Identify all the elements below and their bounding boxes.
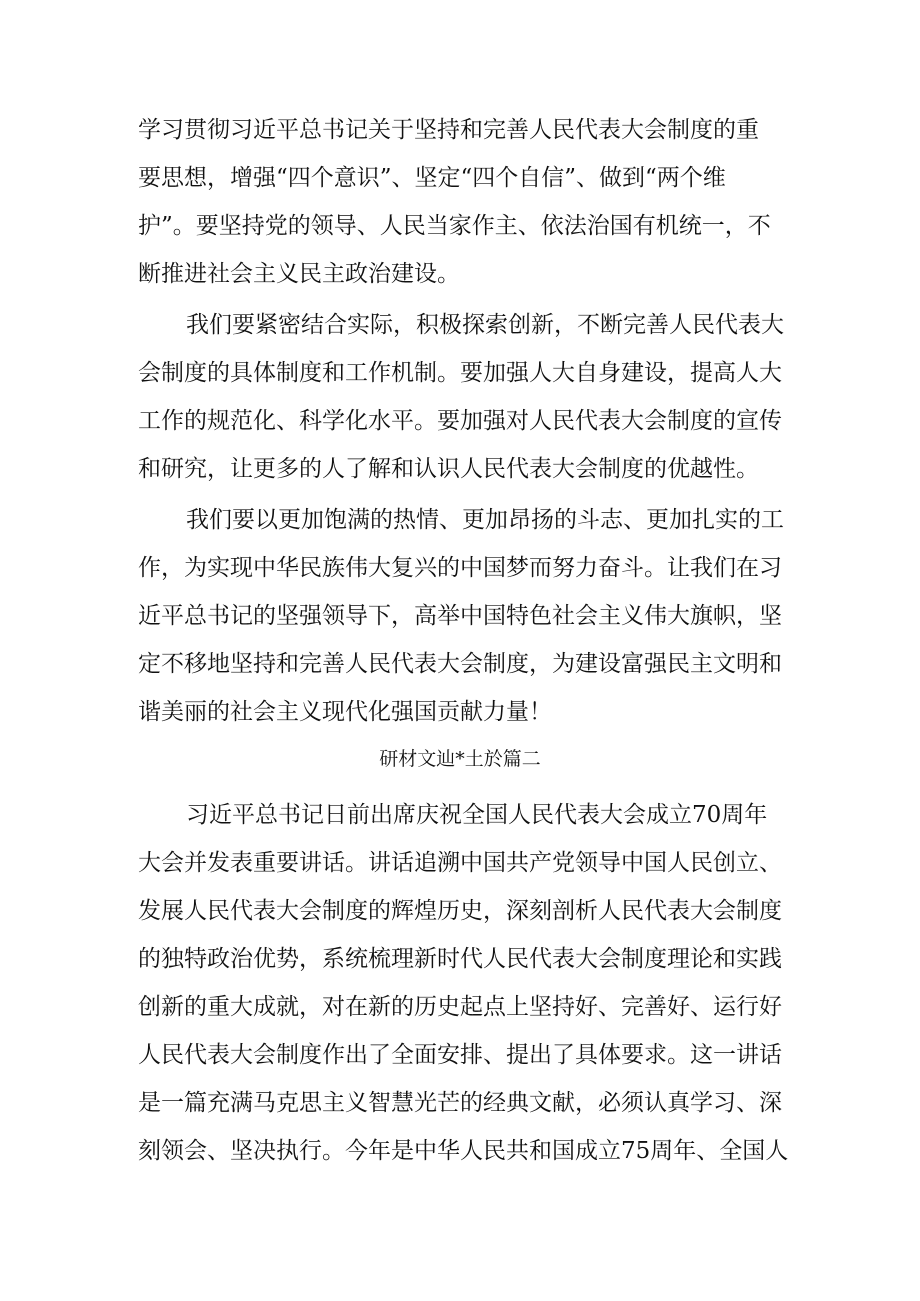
section-heading: 研材文辿*土於篇二 bbox=[379, 748, 541, 770]
paragraph-2-line-4: 和研究，让更多的人了解和认识人民代表大会制度的优越性。 bbox=[138, 456, 759, 482]
paragraph-2-line-1: 我们要紧密结合实际，积极探索创新，不断完善人民代表大 bbox=[186, 312, 784, 338]
paragraph-3-line-1: 我们要以更加饱满的热情、更加昂扬的斗志、更加扎实的工 bbox=[186, 507, 784, 533]
paragraph-2-line-2: 会制度的具体制度和工作机制。要加强人大自身建设，提高人大 bbox=[138, 360, 782, 386]
paragraph-1-line-3: 护”。要坚持党的领导、人民当家作主、依法治国有机统一，不 bbox=[138, 213, 771, 239]
paragraph-1-line-1: 学习贯彻习近平总书记关于坚持和完善人民代表大会制度的重 bbox=[138, 117, 759, 143]
section-paragraph-line-8: 刻领会、坚决执行。今年是中华人民共和国成立75周年、全国人 bbox=[138, 1138, 789, 1164]
paragraph-1-line-2: 要思想，增强“四个意识”、坚定“四个自信”、做到“两个维 bbox=[138, 165, 726, 191]
section-paragraph-line-6: 人民代表大会制度作出了全面安排、提出了具体要求。这一讲话 bbox=[138, 1042, 782, 1068]
section-paragraph-line-3: 发展人民代表大会制度的辉煌历史，深刻剖析人民代表大会制度 bbox=[138, 898, 782, 924]
section-paragraph-line-5: 创新的重大成就，对在新的历史起点上坚持好、完善好、运行好 bbox=[138, 994, 782, 1020]
paragraph-3-line-5: 谐美丽的社会主义现代化强国贡献力量！ bbox=[138, 699, 552, 725]
section-paragraph-line-4: 的独特政治优势，系统梳理新时代人民代表大会制度理论和实践 bbox=[138, 946, 782, 972]
section-paragraph-line-7: 是一篇充满马克思主义智慧光芒的经典文献，必须认真学习、深 bbox=[138, 1090, 782, 1116]
section-paragraph-line-2: 大会并发表重要讲话。讲话追溯中国共产党领导中国人民创立、 bbox=[138, 850, 782, 876]
paragraph-1-line-4: 断推进社会主义民主政治建设。 bbox=[138, 261, 460, 287]
paragraph-2-line-3: 工作的规范化、科学化水平。要加强对人民代表大会制度的宣传 bbox=[138, 408, 782, 434]
paragraph-3-line-3: 近平总书记的坚强领导下，高举中国特色社会主义伟大旗帜，坚 bbox=[138, 603, 782, 629]
paragraph-3-line-4: 定不移地坚持和完善人民代表大会制度，为建设富强民主文明和 bbox=[138, 651, 782, 677]
section-paragraph-line-1: 习近平总书记日前出席庆祝全国人民代表大会成立70周年 bbox=[186, 802, 768, 828]
paragraph-3-line-2: 作，为实现中华民族伟大复兴的中国梦而努力奋斗。让我们在习 bbox=[138, 555, 782, 581]
